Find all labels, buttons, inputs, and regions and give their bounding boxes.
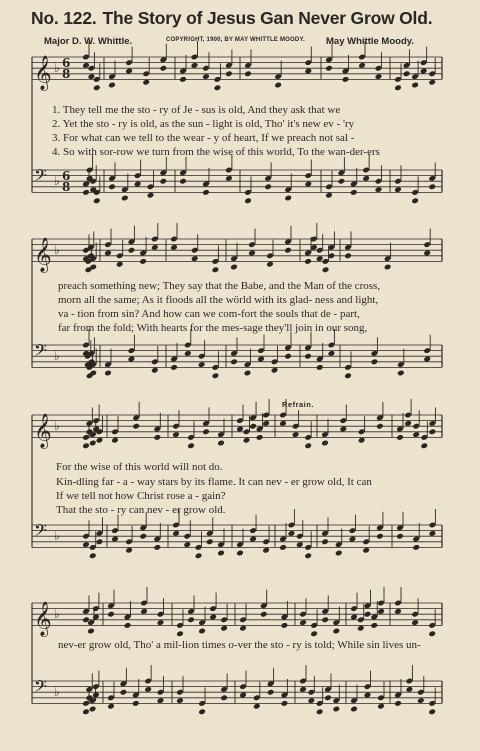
note-head: [411, 619, 419, 626]
hymn-number: No. 122.: [31, 8, 97, 28]
note-head: [428, 630, 436, 637]
note-head: [279, 544, 287, 551]
note-head: [412, 544, 420, 551]
note-head: [322, 266, 330, 273]
note-head: [217, 550, 225, 557]
note-head: [179, 76, 187, 83]
flat-icon: ♭: [54, 243, 60, 258]
note-head: [324, 694, 332, 701]
note-head: [358, 437, 366, 444]
flat-icon: ♭: [54, 529, 60, 544]
note-head: [394, 700, 402, 707]
note-head: [321, 440, 329, 447]
lyric-line: Kin-dling far - a - way stars by its flame. It can nev - er grow old, It can: [56, 476, 372, 488]
note-head: [184, 350, 192, 357]
note-head: [128, 247, 136, 254]
note-head: [170, 364, 178, 371]
note-head: [248, 250, 256, 257]
note-head: [377, 703, 385, 710]
note-head: [274, 82, 282, 89]
note-head: [321, 538, 329, 545]
note-head: [176, 697, 184, 704]
note-head: [157, 619, 165, 626]
note-head: [292, 431, 300, 438]
note-head: [417, 697, 425, 704]
note-head: [107, 703, 115, 710]
note-head: [244, 70, 252, 77]
composer: May Whittle Moody.: [326, 36, 414, 47]
note-head: [195, 552, 203, 559]
note-head: [257, 356, 265, 363]
note-head: [225, 70, 233, 77]
note-head: [342, 76, 350, 83]
lyric-line: 2. Yet the sto - ry is old, as the sun - light is old, Tho' it's new ev - 'ry: [52, 118, 355, 130]
note-head: [338, 178, 346, 185]
note-head: [121, 195, 129, 202]
note-head: [217, 440, 225, 447]
note-head: [325, 65, 333, 72]
bass-clef-icon: 𝄢: [34, 340, 47, 364]
note-head: [423, 356, 431, 363]
note-head: [267, 689, 275, 696]
note-head: [281, 622, 289, 629]
note-head: [116, 261, 124, 268]
note-head: [132, 423, 140, 430]
lyricist: Major D. W. Whittle.: [44, 36, 133, 47]
note-head: [423, 250, 431, 257]
note-head: [104, 370, 112, 377]
note-head: [132, 700, 140, 707]
note-head: [220, 694, 228, 701]
lyric-line: 4. So with sor-row we turn from the wise of this world, To the wan-der-ers: [52, 146, 380, 158]
note-head: [212, 266, 220, 273]
note-head: [364, 611, 372, 618]
note-head: [304, 442, 312, 449]
lyric-line: preach something new; They say that the Babe, and the Man of the cross,: [58, 280, 381, 292]
note-head: [236, 426, 244, 433]
flat-icon: ♭: [54, 349, 60, 364]
lyric-line: If we tell not how Christ rose a - gain?: [56, 490, 226, 502]
note-head: [82, 541, 90, 548]
note-head: [187, 616, 195, 623]
bass-clef-icon: 𝄢: [34, 165, 47, 189]
note-head: [93, 197, 101, 204]
lyric-line: That the sto - ry can nev - er grow old.: [56, 504, 226, 516]
note-head: [139, 258, 147, 265]
note-head: [96, 437, 104, 444]
note-head: [376, 423, 384, 430]
copyright-notice: COPYRIGHT, 1900, BY MAY WHITTLE MOODY.: [166, 37, 305, 43]
note-head: [428, 708, 436, 715]
note-head: [304, 552, 312, 559]
note-head: [191, 255, 199, 262]
note-head: [124, 622, 132, 629]
flat-icon: ♭: [54, 685, 60, 700]
hymn-title-text: The Story of Jesus Gan Never Grow Old.: [102, 8, 433, 28]
note-head: [371, 358, 379, 365]
note-head: [344, 372, 352, 379]
note-head: [108, 183, 116, 190]
time-signature-icon: 8: [62, 180, 71, 194]
note-head: [159, 178, 167, 185]
note-head: [198, 361, 206, 368]
note-head: [183, 541, 191, 548]
note-head: [206, 538, 214, 545]
note-head: [350, 189, 358, 196]
flat-icon: ♭: [54, 61, 60, 76]
note-head: [404, 420, 412, 427]
lyric-line: nev-er grow old, Tho' a mil-lion times o-ver the sto - ry is told; While sin lives un-: [58, 639, 421, 651]
note-head: [142, 79, 150, 86]
treble-clef-icon: 𝄞: [34, 237, 52, 273]
note-head: [107, 611, 115, 618]
note-head: [288, 530, 296, 537]
note-head: [284, 195, 292, 202]
note-head: [134, 181, 142, 188]
bass-clef-icon: 𝄢: [34, 676, 47, 700]
note-head: [111, 437, 119, 444]
note-head: [230, 264, 238, 271]
note-head: [339, 426, 347, 433]
note-head: [344, 252, 352, 259]
note-head: [262, 547, 270, 554]
note-head: [420, 68, 428, 75]
note-head: [92, 614, 100, 621]
flat-icon: ♭: [54, 419, 60, 434]
note-head: [350, 614, 358, 621]
note-head: [362, 175, 370, 182]
note-head: [111, 536, 119, 543]
note-head: [89, 440, 97, 447]
note-head: [281, 700, 289, 707]
note-head: [349, 536, 357, 543]
note-head: [187, 442, 195, 449]
note-head: [212, 372, 220, 379]
note-head: [120, 689, 128, 696]
note-head: [93, 84, 101, 91]
note-head: [284, 353, 292, 360]
note-head: [260, 611, 268, 618]
note-head: [332, 706, 340, 713]
note-head: [284, 247, 292, 254]
note-head: [304, 353, 312, 360]
lyric-line: morn all the same; As it floods all the wörld with its glad- ness and light,: [58, 294, 379, 306]
note-head: [253, 703, 261, 710]
lyric-line: va - tion from sin? And how can we com-fort the souls that de - part,: [58, 308, 360, 320]
note-head: [82, 708, 90, 715]
note-head: [139, 533, 147, 540]
note-head: [397, 370, 405, 377]
note-head: [307, 697, 315, 704]
note-head: [403, 70, 411, 77]
note-head: [202, 73, 210, 80]
note-head: [225, 175, 233, 182]
note-head: [335, 550, 343, 557]
note-head: [406, 686, 414, 693]
note-head: [87, 628, 95, 635]
note-head: [202, 428, 210, 435]
refrain-label: Refrain.: [282, 400, 314, 409]
note-head: [304, 68, 312, 75]
note-head: [128, 356, 136, 363]
note-head: [364, 692, 372, 699]
treble-clef-icon: 𝄞: [34, 601, 52, 637]
note-head: [412, 431, 420, 438]
note-head: [125, 547, 133, 554]
note-head: [151, 367, 159, 374]
note-head: [147, 192, 155, 199]
note-head: [172, 530, 180, 537]
note-head: [325, 192, 333, 199]
note-head: [429, 428, 437, 435]
note-head: [377, 608, 385, 615]
note-head: [304, 181, 312, 188]
time-signature-icon: 8: [62, 67, 71, 81]
note-head: [316, 708, 324, 715]
note-head: [243, 437, 251, 444]
note-head: [82, 442, 90, 449]
treble-clef-icon: 𝄞: [34, 413, 52, 449]
note-head: [249, 423, 257, 430]
note-head: [394, 186, 402, 193]
note-head: [375, 186, 383, 193]
note-head: [191, 62, 199, 69]
note-head: [244, 370, 252, 377]
note-head: [202, 189, 210, 196]
note-head: [396, 533, 404, 540]
note-head: [296, 541, 304, 548]
note-head: [362, 547, 370, 554]
note-head: [394, 84, 402, 91]
note-head: [350, 706, 358, 713]
note-head: [394, 608, 402, 615]
note-head: [271, 367, 279, 374]
note-head: [310, 630, 318, 637]
note-head: [384, 264, 392, 271]
note-head: [357, 625, 365, 632]
note-head: [159, 65, 167, 72]
note-head: [176, 630, 184, 637]
note-head: [140, 608, 148, 615]
note-head: [214, 84, 222, 91]
note-head: [429, 530, 437, 537]
note-head: [375, 73, 383, 80]
note-head: [96, 538, 104, 545]
note-head: [125, 68, 133, 75]
note-head: [82, 189, 90, 196]
note-head: [104, 250, 112, 257]
note-head: [179, 178, 187, 185]
note-head: [108, 82, 116, 89]
treble-clef-icon: 𝄞: [34, 55, 52, 91]
lyric-line: far from the fold; With hearts for the mes-sage they'll join in our song,: [58, 322, 368, 334]
time-signature-icon: 6: [62, 169, 71, 183]
note-head: [157, 697, 165, 704]
note-head: [89, 706, 97, 713]
note-head: [411, 197, 419, 204]
note-head: [332, 628, 340, 635]
note-head: [376, 533, 384, 540]
note-head: [209, 614, 217, 621]
note-head: [299, 619, 307, 626]
note-head: [316, 364, 324, 371]
note-head: [304, 258, 312, 265]
note-head: [239, 625, 247, 632]
lyric-line: For the wise of this world will not do.: [56, 461, 223, 473]
note-head: [244, 197, 252, 204]
note-head: [358, 62, 366, 69]
note-head: [266, 261, 274, 268]
note-head: [316, 255, 324, 262]
note-head: [262, 420, 270, 427]
note-head: [321, 616, 329, 623]
note-head: [279, 420, 287, 427]
note-head: [198, 628, 206, 635]
lyric-line: 3. For what can we tell to the wear - y of heart, If we preach not sal -: [52, 132, 355, 144]
note-head: [220, 625, 228, 632]
note-head: [170, 244, 178, 251]
time-signature-icon: 6: [62, 56, 71, 70]
note-head: [239, 692, 247, 699]
note-head: [420, 442, 428, 449]
note-head: [264, 183, 272, 190]
note-head: [396, 434, 404, 441]
note-head: [172, 431, 180, 438]
note-head: [370, 622, 378, 629]
flat-icon: ♭: [54, 174, 60, 189]
note-head: [198, 708, 206, 715]
note-head: [89, 552, 97, 559]
note-head: [411, 82, 419, 89]
note-head: [236, 550, 244, 557]
note-head: [299, 686, 307, 693]
note-head: [256, 434, 264, 441]
lyric-line: 1. They tell me the sto - ry of Je - sus is old, And they ask that we: [52, 104, 341, 116]
note-head: [151, 244, 159, 251]
note-head: [428, 79, 436, 86]
bass-clef-icon: 𝄢: [34, 520, 47, 544]
flat-icon: ♭: [54, 607, 60, 622]
note-head: [153, 544, 161, 551]
note-head: [428, 183, 436, 190]
note-head: [328, 350, 336, 357]
note-head: [92, 692, 100, 699]
note-head: [144, 686, 152, 693]
note-head: [230, 358, 238, 365]
note-head: [249, 536, 257, 543]
note-head: [153, 434, 161, 441]
